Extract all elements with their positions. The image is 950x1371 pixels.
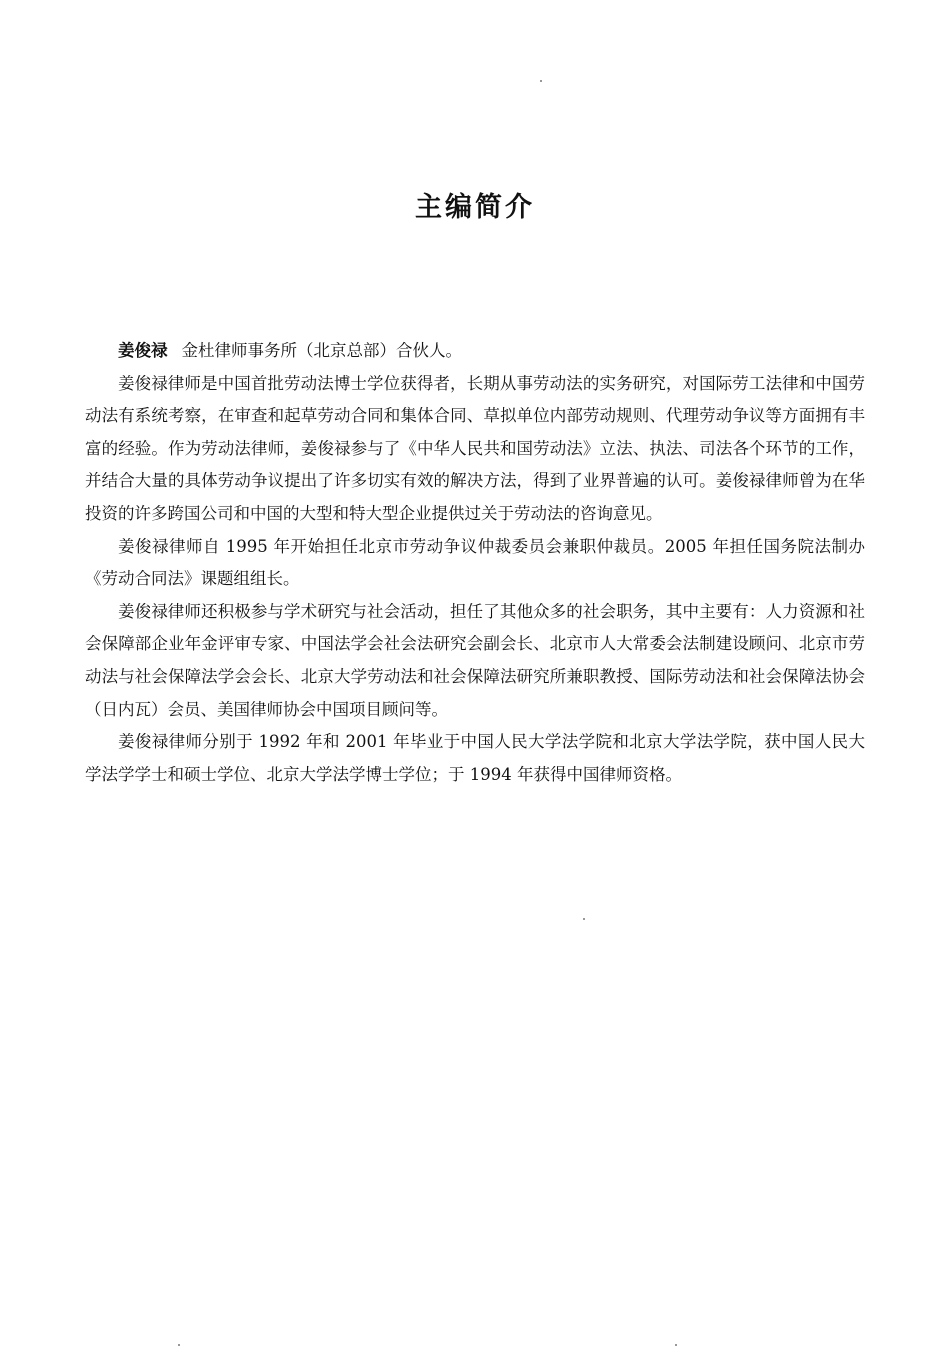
scan-speck <box>675 1344 677 1346</box>
page-title: 主编简介 <box>415 192 535 223</box>
bio-paragraph-1: 姜俊禄律师是中国首批劳动法博士学位获得者，长期从事劳动法的实务研究，对国际劳工法律和中国劳动法有系统考察，在审查和起草劳动合同和集体合同、草拟单位内部劳动规则、代理劳动争议等方面拥有丰富的经验。作为劳动法律师，姜俊禄参与了《中华人民共和国劳动法》立法、执法、司法各个环节的工作，并结合大量的具体劳动争议提出了许多切实有效的解决方法，得到了业界普遍的认可。姜俊禄律师曾为在华投资的许多跨国公司和中国的大型和特大型企业提供过关于劳动法的咨询意见。 <box>85 373 865 523</box>
intro-paragraph <box>85 335 865 368</box>
bio-paragraph-2: 姜俊禄律师自 1995 年开始担任北京市劳动争议仲裁委员会兼职仲裁员。2005 年担任国务院法制办《劳动合同法》课题组组长。 <box>85 536 865 589</box>
editor-name: 姜俊禄 <box>118 341 168 360</box>
document-body <box>85 335 865 791</box>
scan-speck <box>583 918 585 920</box>
editor-affiliation: 金杜律师事务所（北京总部）合伙人。 <box>181 341 462 360</box>
bio-paragraph-3: 姜俊禄律师还积极参与学术研究与社会活动，担任了其他众多的社会职务，其中主要有：人力资源和社会保障部企业年金评审专家、中国法学会社会法研究会副会长、北京市人大常委会法制建设顾问、北京市劳动法与社会保障法学会会长、北京大学劳动法和社会保障法研究所兼职教授、国际劳动法和社会保障法协会（日内瓦）会员、美国律师协会中国项目顾问等。 <box>85 601 865 719</box>
scan-speck <box>178 1344 180 1346</box>
scan-speck <box>540 80 542 82</box>
bio-paragraph-4: 姜俊禄律师分别于 1992 年和 2001 年毕业于中国人民大学法学院和北京大学法学院，获中国人民大学法学学士和硕士学位、北京大学法学博士学位；于 1994 年获得中国律师资格。 <box>85 732 865 784</box>
